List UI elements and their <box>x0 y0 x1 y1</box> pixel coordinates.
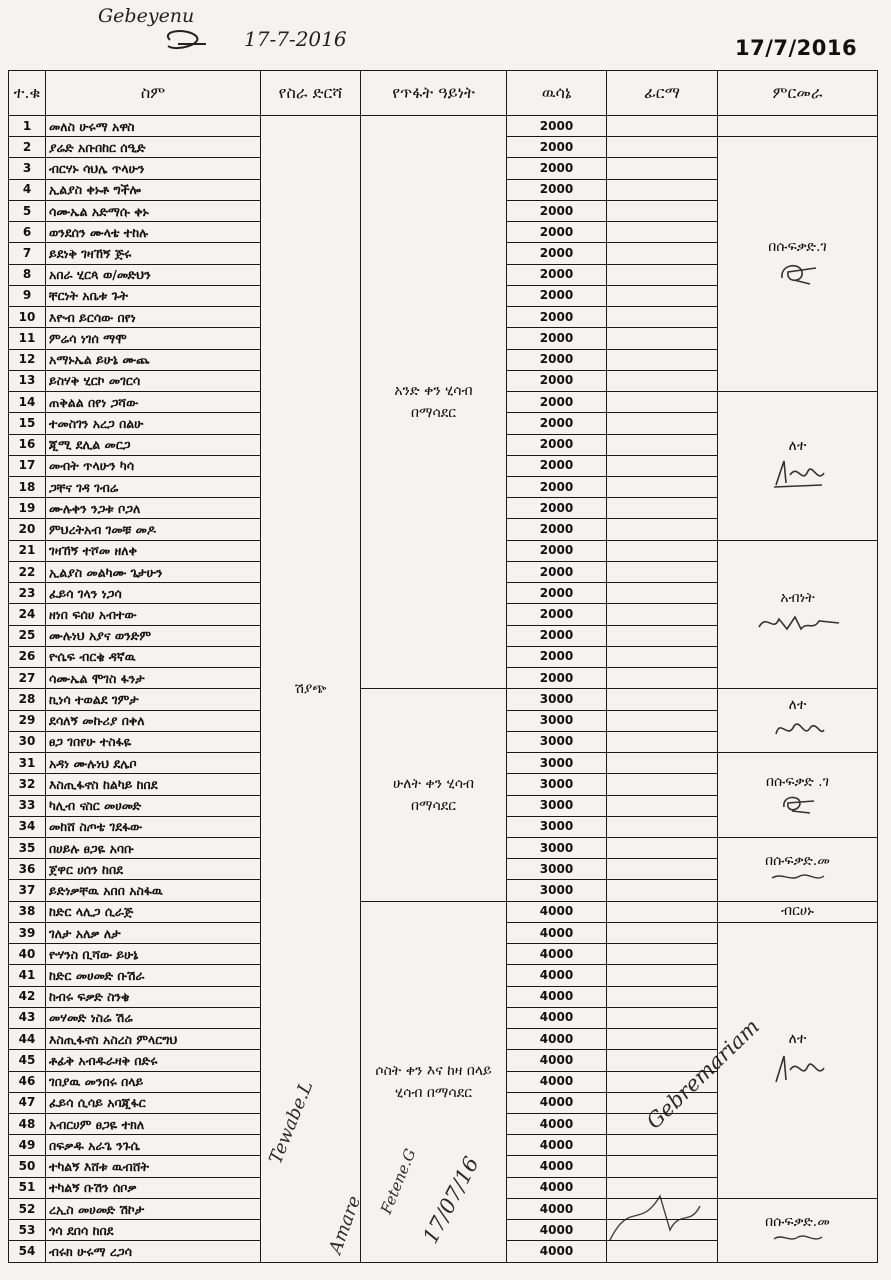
remark-cell <box>718 1198 878 1262</box>
col-header-violation: የጥፋት ዓይነት <box>361 71 507 116</box>
penalty-table <box>8 70 878 1263</box>
document-date: 17/7/2016 <box>735 36 858 60</box>
row-number: 53 <box>9 1220 46 1241</box>
row-number: 22 <box>9 561 46 582</box>
row-number: 20 <box>9 519 46 540</box>
signature-cell <box>607 200 718 221</box>
signature-cell <box>607 922 718 943</box>
signature-cell <box>607 668 718 689</box>
signature-cell <box>607 583 718 604</box>
row-number: 41 <box>9 965 46 986</box>
decision-amount: 4000 <box>507 986 607 1007</box>
row-number: 46 <box>9 1071 46 1092</box>
decision-amount: 3000 <box>507 837 607 858</box>
row-number: 10 <box>9 307 46 328</box>
remark-cell <box>718 922 878 1198</box>
handwritten-note: Gebeyenu <box>98 5 195 27</box>
row-number: 5 <box>9 200 46 221</box>
handwritten-signature: Tewabe.L <box>265 1078 318 1167</box>
employee-name: ዮሴፍ ብርቄ ዳኛዉ <box>46 646 261 667</box>
decision-amount: 3000 <box>507 774 607 795</box>
signature-cell <box>607 561 718 582</box>
employee-name: ካሊብ ናስር መሀመድ <box>46 795 261 816</box>
employee-name: መሃመድ ነስሬ ሽሬ <box>46 1007 261 1028</box>
employee-name: አዳነ ሙሉነህ ደሌቦ <box>46 753 261 774</box>
employee-name: ሳሙኤል አድማሱ ቀኑ <box>46 200 261 221</box>
decision-amount: 2000 <box>507 583 607 604</box>
decision-amount: 4000 <box>507 1177 607 1198</box>
signature-cell <box>607 264 718 285</box>
employee-name: ሳሙኤል ሞገስ ፋንታ <box>46 668 261 689</box>
employee-name: ጎሳ ደበሳ ከበደ <box>46 1220 261 1241</box>
signature-cell <box>607 1156 718 1177</box>
decision-amount: 2000 <box>507 370 607 391</box>
row-number: 3 <box>9 158 46 179</box>
employee-name: ይድነቃቸዉ አበበ አስፋዉ <box>46 880 261 901</box>
initials-scribble <box>168 31 206 48</box>
decision-amount: 2000 <box>507 476 607 497</box>
employee-name: ሙሉቀን ንጋቱ ቦጋለ <box>46 498 261 519</box>
signature-cell <box>607 1071 718 1092</box>
decision-amount: 2000 <box>507 243 607 264</box>
employee-name: ረኢስ መሀመድ ሽኮታ <box>46 1198 261 1219</box>
employee-name: መለስ ሁሩማ አዋስ <box>46 116 261 137</box>
row-number: 39 <box>9 922 46 943</box>
row-number: 42 <box>9 986 46 1007</box>
remark-signature-6 <box>768 870 828 884</box>
signature-cell <box>607 328 718 349</box>
decision-amount: 2000 <box>507 413 607 434</box>
row-number: 36 <box>9 859 46 880</box>
signature-cell <box>607 392 718 413</box>
signature-cell <box>607 455 718 476</box>
signature-cell <box>607 795 718 816</box>
employee-name: ጋቸና ገዳ ገብሬ <box>46 476 261 497</box>
row-number: 19 <box>9 498 46 519</box>
row-number: 25 <box>9 625 46 646</box>
decision-amount: 3000 <box>507 710 607 731</box>
decision-amount: 2000 <box>507 222 607 243</box>
decision-amount: 2000 <box>507 519 607 540</box>
remark-signature-3 <box>753 607 843 637</box>
signature-cell <box>607 1220 718 1241</box>
violation-cell <box>361 116 507 689</box>
handwritten-signature: Fetene.G <box>377 1146 420 1217</box>
decision-amount: 3000 <box>507 816 607 837</box>
row-number: 32 <box>9 774 46 795</box>
row-number: 50 <box>9 1156 46 1177</box>
decision-amount: 4000 <box>507 1092 607 1113</box>
job-role-text: ሽያጭ <box>294 680 327 697</box>
table-row <box>9 116 878 137</box>
signature-cell <box>607 116 718 137</box>
remark-text: አብነት <box>780 590 815 606</box>
employee-name: ቸርነት አቤቱ ጉት <box>46 285 261 306</box>
violation-text: ሶስት ቀን እና ከዛ በላይ ሂሳብ በማሳደር <box>375 1062 492 1101</box>
signature-cell <box>607 1177 718 1198</box>
employee-name: ጀዋር ሀሰን ከበደ <box>46 859 261 880</box>
row-number: 44 <box>9 1029 46 1050</box>
row-number: 11 <box>9 328 46 349</box>
remark-signature-1 <box>776 256 820 288</box>
decision-amount: 3000 <box>507 731 607 752</box>
row-number: 52 <box>9 1198 46 1219</box>
decision-amount: 2000 <box>507 561 607 582</box>
violation-cell <box>361 901 507 1262</box>
handwritten-signature: 17/07/16 <box>418 1152 484 1248</box>
row-number: 35 <box>9 837 46 858</box>
remark-signature-5 <box>778 791 818 815</box>
decision-amount: 2000 <box>507 455 607 476</box>
remark-text: በሱፍቃድ .ገ <box>765 773 830 790</box>
row-number: 14 <box>9 392 46 413</box>
decision-amount: 3000 <box>507 689 607 710</box>
table-row <box>9 901 878 922</box>
signature-cell <box>607 158 718 179</box>
signature-cell <box>607 137 718 158</box>
signature-cell <box>607 880 718 901</box>
signature-cell <box>607 413 718 434</box>
remark-cell <box>718 137 878 392</box>
remark-cell <box>718 837 878 901</box>
signature-cell <box>607 1114 718 1135</box>
violation-text: አንድ ቀን ሂሳብ በማሳደር <box>394 383 473 422</box>
signature-cell <box>607 285 718 306</box>
row-number: 34 <box>9 816 46 837</box>
row-number: 45 <box>9 1050 46 1071</box>
decision-amount: 2000 <box>507 137 607 158</box>
employee-name: እስጢፋኖስ አስረስ ምላርግህ <box>46 1029 261 1050</box>
row-number: 30 <box>9 731 46 752</box>
remark-text: ለተ <box>788 1030 807 1047</box>
decision-amount: 2000 <box>507 200 607 221</box>
decision-amount: 2000 <box>507 392 607 413</box>
employee-name: ገዛኸኝ ተሾመ ዘለቀ <box>46 540 261 561</box>
decision-amount: 4000 <box>507 1135 607 1156</box>
row-number: 17 <box>9 455 46 476</box>
signature-cell <box>607 1241 718 1262</box>
row-number: 28 <box>9 689 46 710</box>
header-row <box>9 71 878 116</box>
row-number: 13 <box>9 370 46 391</box>
employee-name: ኪነሳ ተወልደ ገምታ <box>46 689 261 710</box>
table-row <box>9 689 878 710</box>
remark-text: ለተ <box>788 697 807 714</box>
decision-amount: 4000 <box>507 1029 607 1050</box>
decision-amount: 2000 <box>507 434 607 455</box>
decision-amount: 4000 <box>507 1220 607 1241</box>
signature-cell <box>607 179 718 200</box>
row-number: 9 <box>9 285 46 306</box>
signature-cell <box>607 837 718 858</box>
remark-cell <box>718 753 878 838</box>
signature-cell <box>607 625 718 646</box>
employee-name: ገበያዉ መንበሩ በላይ <box>46 1071 261 1092</box>
employee-name: ምህረትአብ ገመቹ መዶ <box>46 519 261 540</box>
decision-amount: 4000 <box>507 1007 607 1028</box>
signature-cell <box>607 710 718 731</box>
decision-amount: 2000 <box>507 625 607 646</box>
row-number: 37 <box>9 880 46 901</box>
row-number: 15 <box>9 413 46 434</box>
decision-amount: 3000 <box>507 753 607 774</box>
signature-cell <box>607 540 718 561</box>
signature-cell <box>607 476 718 497</box>
decision-amount: 2000 <box>507 285 607 306</box>
employee-name: አማኑኤል ይሁኔ ሙጨ <box>46 349 261 370</box>
row-number: 47 <box>9 1092 46 1113</box>
decision-amount: 2000 <box>507 540 607 561</box>
row-number: 2 <box>9 137 46 158</box>
remark-cell <box>718 689 878 753</box>
job-role-cell <box>261 116 361 1263</box>
employee-name: ዘነበ ፍሰሀ አብተው <box>46 604 261 625</box>
remark-text: ለተ <box>788 438 807 455</box>
decision-amount: 2000 <box>507 349 607 370</box>
decision-amount: 4000 <box>507 1114 607 1135</box>
employee-name: ሙሉነህ አያና ወንድም <box>46 625 261 646</box>
signature-cell <box>607 498 718 519</box>
row-number: 8 <box>9 264 46 285</box>
remark-text: በሱፍቃድ.ገ <box>768 238 827 255</box>
decision-amount: 2000 <box>507 179 607 200</box>
decision-amount: 3000 <box>507 880 607 901</box>
employee-name: በፍቃዱ አራጌ ንጉሴ <box>46 1135 261 1156</box>
remark-text: ብርሀኑ <box>781 903 814 920</box>
handwritten-signature: Gebremariam <box>641 1014 765 1134</box>
decision-amount: 4000 <box>507 1198 607 1219</box>
signature-cell <box>607 859 718 880</box>
employee-name: ኢልያስ መልካሙ ጌታሁን <box>46 561 261 582</box>
employee-name: ጂሚ ደሊል መርጋ <box>46 434 261 455</box>
row-number: 4 <box>9 179 46 200</box>
employee-name: ፈይሳ ሲሳይ አባጂፋር <box>46 1092 261 1113</box>
signature-cell <box>607 731 718 752</box>
decision-amount: 2000 <box>507 264 607 285</box>
handwritten-date: 17-7-2016 <box>244 27 347 51</box>
row-number: 48 <box>9 1114 46 1135</box>
signature-cell <box>607 519 718 540</box>
signature-cell <box>607 604 718 625</box>
row-number: 27 <box>9 668 46 689</box>
row-number: 12 <box>9 349 46 370</box>
employee-name: ፈይሳ ገላን ነጋሳ <box>46 583 261 604</box>
decision-amount: 4000 <box>507 922 607 943</box>
decision-amount: 2000 <box>507 307 607 328</box>
employee-name: መብት ጥላሁን ካሳ <box>46 455 261 476</box>
col-header-number: ተ.ቁ <box>9 71 46 116</box>
signature-cell <box>607 222 718 243</box>
employee-name: በሀይሉ ፀጋዬ አባቡ <box>46 837 261 858</box>
row-number: 18 <box>9 476 46 497</box>
violation-cell <box>361 689 507 901</box>
row-number: 31 <box>9 753 46 774</box>
signature-cell <box>607 1092 718 1113</box>
signature-cell <box>607 901 718 922</box>
decision-amount: 4000 <box>507 1156 607 1177</box>
signature-cell <box>607 307 718 328</box>
employee-name: ተካልኝ ቡሽን ሰቦቃ <box>46 1177 261 1198</box>
decision-amount: 4000 <box>507 944 607 965</box>
decision-amount: 4000 <box>507 901 607 922</box>
row-number: 38 <box>9 901 46 922</box>
employee-name: ዮሃንስ ቢሻው ይሁኔ <box>46 944 261 965</box>
employee-name: ብርሃኑ ሳህሌ ጥላሁን <box>46 158 261 179</box>
signature-cell <box>607 986 718 1007</box>
row-number: 23 <box>9 583 46 604</box>
employee-name: ከድር ላሊጋ ሲራጅ <box>46 901 261 922</box>
row-number: 7 <box>9 243 46 264</box>
decision-amount: 4000 <box>507 1241 607 1262</box>
employee-name: ኢልያስ ቀኑቶ ግችሎ <box>46 179 261 200</box>
row-number: 24 <box>9 604 46 625</box>
col-header-remark: ምርመራ <box>718 71 878 116</box>
employee-name: ገለታ አለቃ ለታ <box>46 922 261 943</box>
signature-cell <box>607 753 718 774</box>
employee-name: ተመስገን አረጋ በልሁ <box>46 413 261 434</box>
decision-amount: 4000 <box>507 1050 607 1071</box>
decision-amount: 2000 <box>507 158 607 179</box>
decision-amount: 4000 <box>507 1071 607 1092</box>
decision-amount: 2000 <box>507 668 607 689</box>
employee-name: ደሳለኝ መኩሪያ በቀለ <box>46 710 261 731</box>
employee-name: ጠቅልል በየነ ጋሻው <box>46 392 261 413</box>
row-number: 43 <box>9 1007 46 1028</box>
row-number: 29 <box>9 710 46 731</box>
decision-amount: 3000 <box>507 795 607 816</box>
signature-cell <box>607 774 718 795</box>
decision-amount: 2000 <box>507 328 607 349</box>
signature-cell <box>607 434 718 455</box>
signature-cell <box>607 965 718 986</box>
signature-cell <box>607 816 718 837</box>
employee-name: ምሬሳ ነገሰ ማሞ <box>46 328 261 349</box>
remark-signature-8 <box>770 1231 826 1245</box>
row-number: 21 <box>9 540 46 561</box>
col-header-job-role: የስራ ድርሻ <box>261 71 361 116</box>
col-header-name: ስም <box>46 71 261 116</box>
employee-name: ከድር መሀመድ ቡሽራ <box>46 965 261 986</box>
decision-amount: 3000 <box>507 859 607 880</box>
remark-signature-7 <box>768 1048 828 1088</box>
decision-amount: 2000 <box>507 498 607 519</box>
row-number: 26 <box>9 646 46 667</box>
signature-cell <box>607 370 718 391</box>
remark-signature-2 <box>768 455 828 491</box>
decision-amount: 4000 <box>507 965 607 986</box>
remark-cell <box>718 116 878 137</box>
employee-name: አብርሀም ፀጋዬ ተክለ <box>46 1114 261 1135</box>
signature-cell <box>607 349 718 370</box>
employee-name: ይስሃቅ ሂርኮ መገርሳ <box>46 370 261 391</box>
signature-cell <box>607 944 718 965</box>
col-header-decision: ዉሳኔ <box>507 71 607 116</box>
row-number: 16 <box>9 434 46 455</box>
row-number: 51 <box>9 1177 46 1198</box>
employee-name: እስጢፋኖስ ከልካይ ከበደ <box>46 774 261 795</box>
decision-amount: 2000 <box>507 646 607 667</box>
row-number: 54 <box>9 1241 46 1262</box>
remark-text: በሱፍቃድ.መ <box>765 1213 830 1230</box>
employee-name: ያሬድ አቡበከር ሰዒድ <box>46 137 261 158</box>
row-number: 40 <box>9 944 46 965</box>
signature-cell <box>607 1007 718 1028</box>
employee-name: እዮብ ይርሳው በየነ <box>46 307 261 328</box>
remark-text: በሱፍቃድ.መ <box>765 852 830 869</box>
employee-name: ወንደሰን ሙላቴ ተከሉ <box>46 222 261 243</box>
signature-cell <box>607 689 718 710</box>
employee-name: ብሩክ ሁሩማ ረጋሳ <box>46 1241 261 1262</box>
signature-cell <box>607 1135 718 1156</box>
decision-amount: 2000 <box>507 604 607 625</box>
employee-name: ይደነቅ ገዛኸኝ ጅሩ <box>46 243 261 264</box>
signature-cell <box>607 1050 718 1071</box>
violation-text: ሁለት ቀን ሂሳብ በማሳደር <box>392 776 475 814</box>
remark-signature-4 <box>770 714 826 742</box>
row-number: 6 <box>9 222 46 243</box>
remark-cell <box>718 392 878 541</box>
employee-name: ከብሩ ፍቃድ ስንቄ <box>46 986 261 1007</box>
signature-cell <box>607 1198 718 1219</box>
row-number: 1 <box>9 116 46 137</box>
signature-cell <box>607 1029 718 1050</box>
employee-name: ቶፊቅ አብዱራዛቅ በድሩ <box>46 1050 261 1071</box>
employee-name: መከሸ ስጦቴ ገደፋው <box>46 816 261 837</box>
remark-cell <box>718 901 878 922</box>
handwritten-signature: Amare <box>324 1193 366 1257</box>
employee-name: ፀጋ ገበየሁ ተስፋዬ <box>46 731 261 752</box>
employee-name: ተካልኝ እሸቱ ዉብሸት <box>46 1156 261 1177</box>
remark-cell <box>718 540 878 689</box>
row-number: 33 <box>9 795 46 816</box>
signature-cell <box>607 646 718 667</box>
decision-amount: 2000 <box>507 116 607 137</box>
col-header-signature: ፊርማ <box>607 71 718 116</box>
signature-cell <box>607 243 718 264</box>
row-number: 49 <box>9 1135 46 1156</box>
employee-name: አበራ ሂርጳ ወ/መድህን <box>46 264 261 285</box>
